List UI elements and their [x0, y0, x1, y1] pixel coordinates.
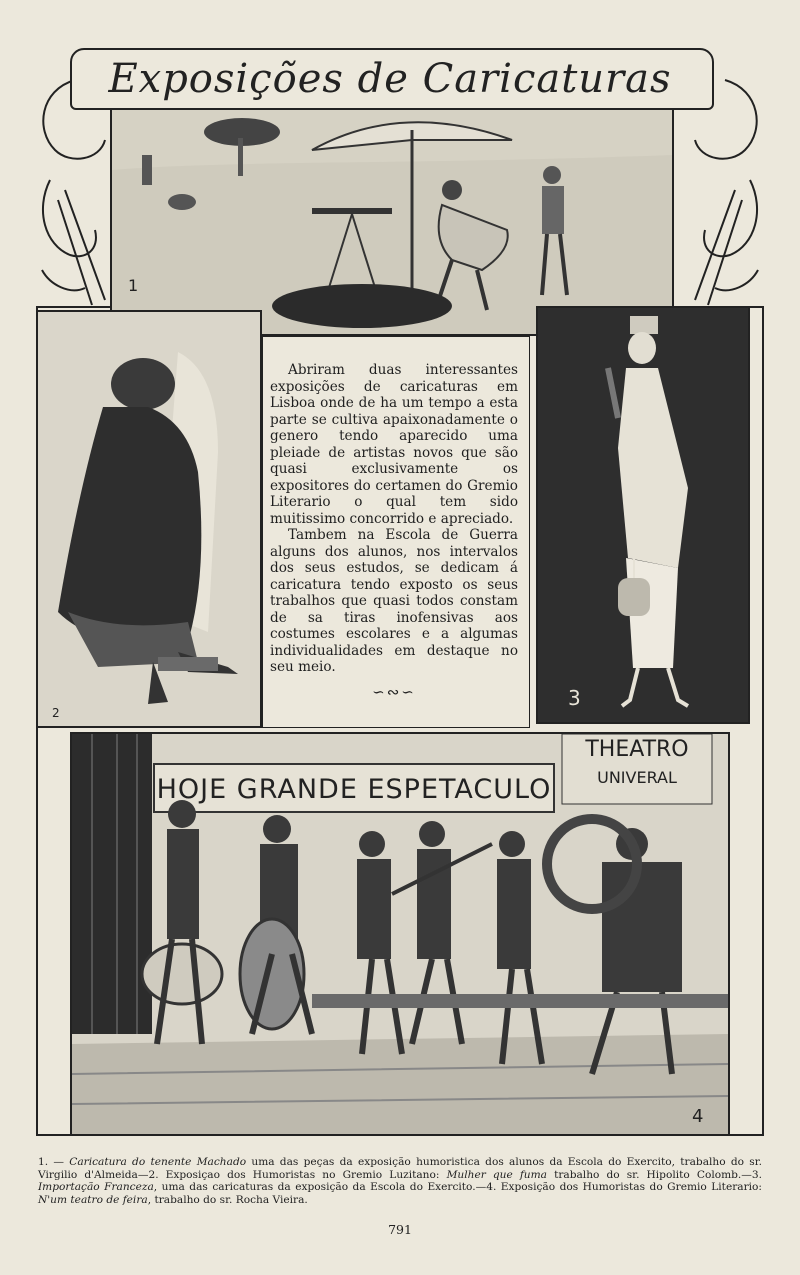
panel-number-3: 3: [568, 686, 581, 710]
ornament-divider: ∽∾∽: [372, 682, 416, 701]
caption-4-title: N'um teatro de feira: [38, 1193, 148, 1206]
caption-2-text: trabalho do sr. Hipolito Colomb.—3.: [546, 1168, 762, 1181]
caption-1-title: Caricatura do tenente Machado: [69, 1156, 247, 1168]
caption-4-text: , trabalho do sr. Rocha Vieira.: [147, 1193, 308, 1206]
panel-number-2: 2: [52, 706, 60, 720]
caption-2-title: Mulher que fuma: [446, 1168, 547, 1181]
article-paragraph-2: Tambem na Escola de Guerra alguns dos alunos, nos intervalos dos seus estudos, se dedicam á caricatura tendo exposto os seus trabalhos que quasi todos constam de sa tiras inofensivas aos costumes escolares e a algumas individualidades em destaque no seu meio.: [270, 527, 518, 675]
figure-captions: [38, 1156, 762, 1206]
theatre-sign-line-1: THEATRO: [585, 737, 689, 762]
article-paragraph-1: Abriram duas interessantes exposições de caricaturas em Lisboa onde de ha um tempo a esta parte se cultiva apaixonadamente o genero tendo aparecido uma pleiade de artistas novos que são quasi exclusivamente os expositores do certamen do Gremio Literario o qual tem sido muitissimo concorrido e apreciado.: [270, 362, 518, 527]
caption-1-text: uma das peças da exposição humoristica dos alunos da Escola do Exercito, trabalho do sr. Virgilio d'Almeida—2. Exposiçao dos Humoristas no Gremio Luzitano:: [38, 1156, 762, 1181]
caricature-panel-1: [110, 108, 674, 336]
caption-3-title: Importação Franceza: [38, 1181, 154, 1194]
theatre-sign-line-2: UNIVERAL: [597, 768, 677, 787]
page-number: 791: [388, 1222, 412, 1237]
page-title: Exposições de Caricaturas: [108, 56, 672, 102]
caricature-panel-2: [36, 310, 262, 728]
caricature-panel-4: [70, 732, 730, 1136]
caption-1-number: 1. —: [38, 1156, 70, 1168]
panel-number-1: 1: [128, 276, 139, 295]
caricature-panel-3: [536, 306, 750, 724]
caption-3-text: , uma das caricaturas da exposição da Escola do Exercito.—4. Exposição dos Humoristas do Gremio Literario:: [153, 1181, 762, 1194]
article-text: [270, 362, 518, 700]
woman-shawl-illustration: [38, 312, 260, 726]
theatre-sign: [562, 736, 712, 792]
panel-number-4: 4: [692, 1106, 704, 1127]
beach-artist-illustration: [112, 110, 672, 334]
show-banner-text: HOJE GRANDE ESPETACULO: [156, 774, 552, 805]
french-lady-illustration: [538, 308, 748, 722]
